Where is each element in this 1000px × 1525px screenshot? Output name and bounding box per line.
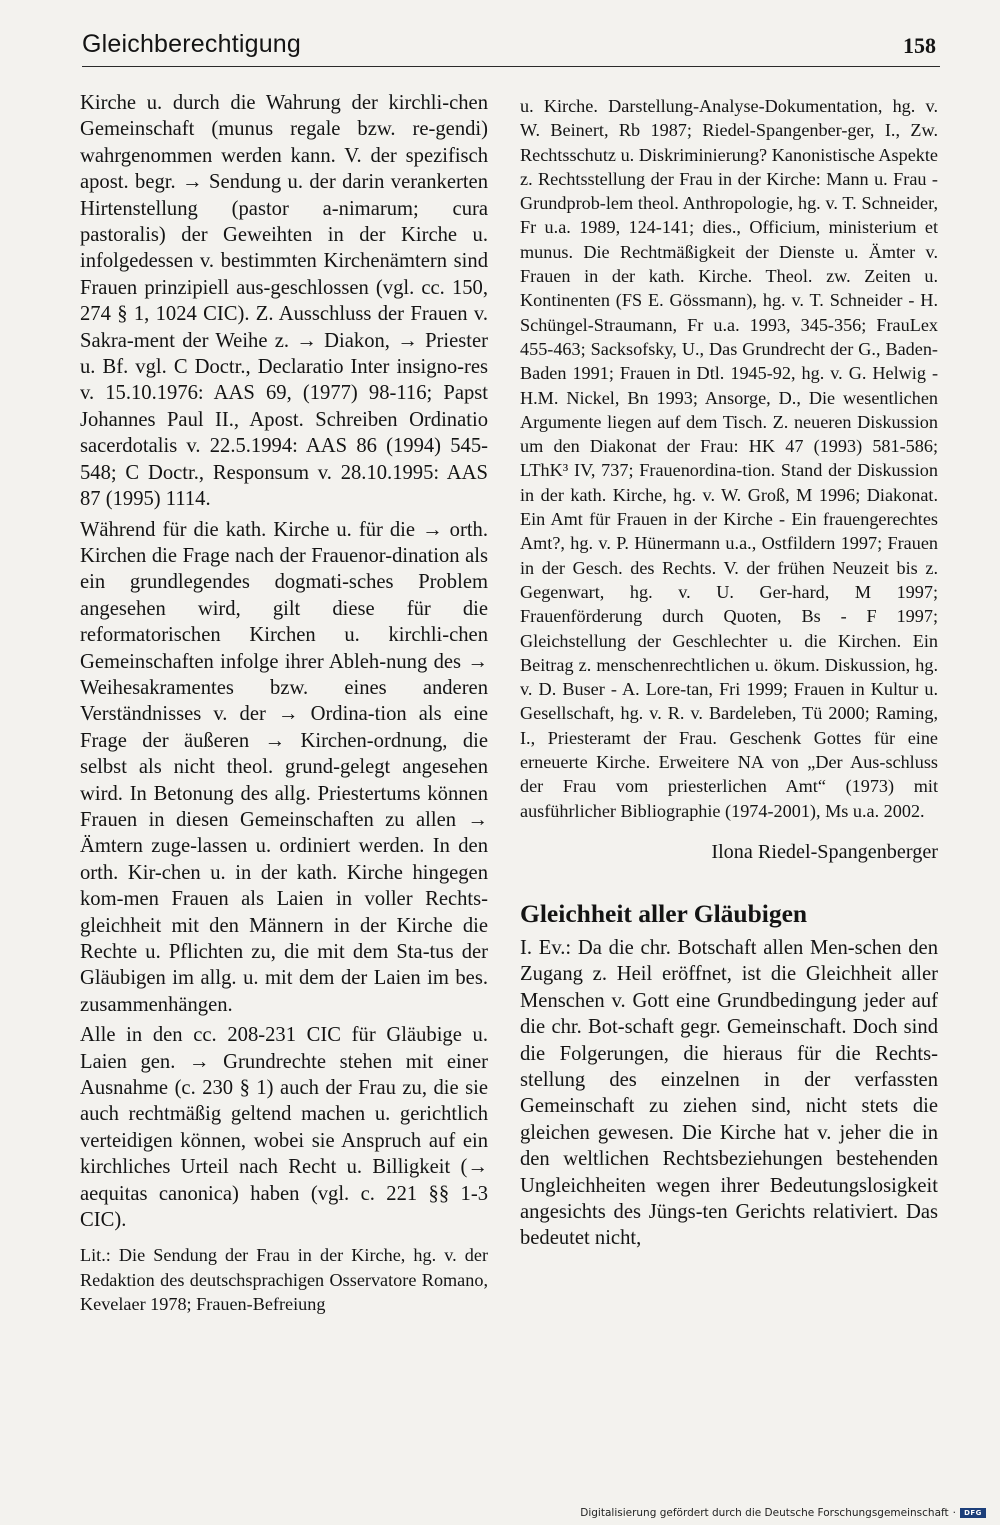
- footer-credit: Digitalisierung gefördert durch die Deutsche Forschungsgemeinschaft: [580, 1507, 949, 1519]
- digitization-footer: Digitalisierung gefördert durch die Deutsche Forschungsgemeinschaft · DFG: [580, 1507, 986, 1519]
- section-paragraph: I. Ev.: Da die chr. Botschaft allen Men-schen den Zugang z. Heil eröffnet, ist die Gleichheit aller Menschen v. Gott eine Grundbedingung jeder auf die chr. Bot-schaft gegr. Gemeinschaft. Doch sind die Folgerungen, die hieraus für die Rechts-stellung des einzelnen in der verfassten Gemeinschaft zu ziehen sind, nicht stets die gleichen gewesen. Die Kirche hat v. jeher die in den weltlichen Rechtsbeziehungen bestehenden Ungleichheiten wegen ihrer Bedeutungslosigkeit angesichts des Jüngs-ten Gerichts relativiert. Das bedeutet nicht,: [520, 936, 938, 1250]
- right-column: [520, 94, 938, 1252]
- author-signature: Ilona Riedel-Spangenberger: [711, 840, 938, 863]
- literature-list: Lit.: Die Sendung der Frau in der Kirche, hg. v. der Redaktion des deutschsprachigen Osservatore Romano, Kevelaer 1978; Frauen-Befreiung: [80, 1245, 488, 1315]
- body-paragraph: Alle in den cc. 208-231 CIC für Gläubige u. Laien gen. → Grundrechte stehen mit einer Ausnahme (c. 230 § 1) auch der Frau zu, die sie auch rechtmäßig geltend machen u. gerichtlich verteidigen können, wobei sie Anspruch auf ein kirchliches Urteil nach Recht u. Billigkeit (→ aequitas canonica) haben (vgl. c. 221 §§ 1-3 CIC).: [80, 1024, 488, 1232]
- dfg-logo-icon: DFG: [960, 1508, 986, 1518]
- section-heading: Gleichheit aller Gläubigen: [520, 898, 808, 928]
- left-column: [80, 90, 488, 1316]
- page-header: [82, 24, 940, 67]
- page-number: 158: [903, 33, 936, 58]
- running-title: Gleichberechtigung: [82, 30, 302, 58]
- body-paragraph: Kirche u. durch die Wahrung der kirchli-chen Gemeinschaft (munus regale bzw. re-gendi) wahrgenommen werden kann. V. der spezifisch apost. begr. → Sendung u. der darin verankerten Hirtenstellung (pastor a-nimarum; cura pastoralis) der Geweihten in der Kirche u. infolgedessen v. bestimmten Kirchenämtern sind Frauen prinzipiell aus-geschlossen (vgl. cc. 150, 274 § 1, 1024 CIC). Z. Ausschluss der Frauen v. Sakra-ment der Weihe z. → Diakon, → Priester u. Bf. vgl. C Doctr., Declaratio Inter insigno-res v. 15.10.1976: AAS 69, (1977) 98-116; Papst Johannes Paul II., Apost. Schreiben Ordinatio sacerdotalis v. 22.5.1994: AAS 86 (1994) 545-548; C Doctr., Responsum v. 28.10.1995: AAS 87 (1995) 1114.: [80, 92, 488, 511]
- literature-list-continued: u. Kirche. Darstellung-Analyse-Dokumentation, hg. v. W. Beinert, Rb 1987; Riedel-Spangenber-ger, I., Zw. Rechtsschutz u. Diskriminierung? Kanonistische Aspekte z. Rechtsstellung der Frau in der Kirche: Mann u. Frau - Grundprob-lem theol. Anthropologie, hg. v. T. Schneider, Fr u.a. 1989, 124-141; dies., Officium, ministerium et munus. Die Rechtmäßigkeit der Dienste u. Ämter v. Frauen in der kath. Kirche. Theol. zw. Zeiten u. Kontinenten (FS E. Gössmann), hg. v. T. Schneider - H. Schüngel-Straumann, Fr u.a. 1993, 345-356; FrauLex 455-463; Sacksofsky, U., Das Grundrecht der G., Baden-Baden 1991; Frauen in Dtl. 1945-92, hg. v. G. Helwig - H.M. Nickel, Bn 1993; Ansorge, D., Die wesentlichen Argumente liegen auf dem Tisch. Z. neueren Diskussion um den Diakonat der Frau: HK 47 (1993) 581-586; LThK³ IV, 737; Frauenordina-tion. Stand der Diskussion in der kath. Kirche, hg. v. W. Groß, M 1996; Diakonat. Ein Amt für Frauen in der Kirche - Ein frauengerechtes Amt?, hg. v. P. Hünermann u.a., Ostfildern 1997; Frauen in der Gesch. des Rechts. V. der frühen Neuzeit bis z. Gegenwart, hg. v. U. Ger-hard, M 1997; Frauenförderung durch Quoten, Bs - F 1997; Gleichstellung der Geschlechter u. die Kirchen. Ein Beitrag z. menschenrechtlichen u. ökum. Diskussion, hg. v. D. Buser - A. Lore-tan, Fri 1999; Frauen in Kultur u. Gesellschaft, hg. v. R. v. Bardeleben, Tü 2000; Raming, I., Priesteramt der Frau. Geschenk Gottes für eine erneuerte Kirche. Erweitere NA von „Der Aus-schluss der Frau vom priesterlichen Amt“ (1973) mit ausführlicher Bibliographie (1974-2001), Ms u.a. 2002.: [520, 96, 938, 821]
- body-paragraph: Während für die kath. Kirche u. für die → orth. Kirchen die Frage nach der Frauenor-dination als ein grundlegendes dogmati-sches Problem angesehen wird, gilt diese für die reformatorischen Kirchen u. kirchli-chen Gemeinschaften infolge ihrer Ableh-nung des → Weihesakramentes bzw. eines anderen Verständnisses v. der → Ordina-tion als eine Frage der äußeren → Kirchen-ordnung, die selbst als nicht theol. grund-gelegt angesehen wird. In Betonung des allg. Priestertums können Frauen in diesen Gemeinschaften zu allen → Ämtern zuge-lassen u. ordiniert werden. In den orth. Kir-chen u. in der kath. Kirche hingegen kom-men Frauen als Laien in voller Rechts-gleichheit mit den Männern in der Kirche die Rechte u. Pflichten zu, die mit dem Sta-tus der Gläubigen im allg. u. mit dem der Laien im bes. zusammenhängen.: [80, 518, 488, 1016]
